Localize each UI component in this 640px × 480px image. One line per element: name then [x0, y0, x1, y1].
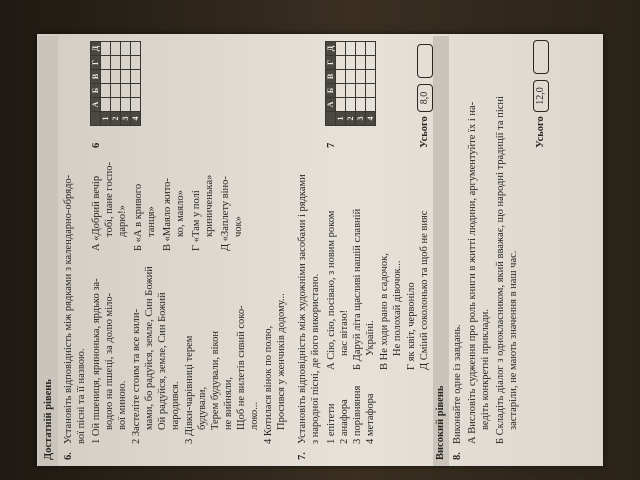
grid-cell[interactable] — [356, 56, 366, 70]
grid-cell[interactable] — [111, 98, 121, 112]
grid-cell[interactable] — [111, 70, 121, 84]
grid-head-v: В — [326, 70, 336, 84]
grid-cell[interactable] — [336, 70, 346, 84]
q8-number: 8. — [452, 452, 463, 460]
grid-cell[interactable] — [366, 70, 376, 84]
score2-empty-box[interactable] — [533, 40, 549, 74]
q7-text-line1: Установіть відповідність між художніми засобами і рядками — [297, 174, 308, 444]
q6-item3-c: Терем будували, вікон — [210, 331, 221, 430]
score2-value: 12,0 — [533, 80, 549, 112]
q6-option-v-2: ко, маяло» — [175, 190, 186, 237]
grid-cell[interactable] — [131, 42, 141, 56]
q6-item1-c: вої миною. — [117, 380, 128, 430]
grid-cell[interactable] — [356, 84, 366, 98]
grid-cell[interactable] — [356, 70, 366, 84]
grid-cell[interactable] — [336, 98, 346, 112]
grid-cell[interactable] — [111, 42, 121, 56]
q6-item3-d: не вийняли, — [223, 376, 234, 430]
grid-cell[interactable] — [366, 56, 376, 70]
q6-option-g-2: криниченька» — [204, 174, 215, 237]
grid-cell[interactable] — [131, 56, 141, 70]
q7-option-b-1: Б Даруй літа щасливі нашій славній — [352, 208, 363, 370]
grid-row-num: 2 — [346, 112, 356, 126]
grid-row-num: 4 — [366, 112, 376, 126]
grid-head-b: Б — [91, 84, 101, 98]
q7-option-b-2: Україні. — [365, 320, 376, 356]
grid-cell[interactable] — [366, 98, 376, 112]
q6-item2-c: Ой радуйся, земле, Син Божий — [157, 292, 168, 430]
grid-cell[interactable] — [366, 84, 376, 98]
q6-option-d-2: чок» — [233, 216, 244, 237]
grid-head-g: Г — [91, 56, 101, 70]
q6-item3-a: 3 Дівки-чарівниці терем — [184, 335, 195, 444]
grid-cell[interactable] — [336, 84, 346, 98]
grid-corner — [326, 112, 336, 126]
grid-cell[interactable] — [336, 56, 346, 70]
score1-value: 8,0 — [417, 84, 433, 112]
q7-number: 7. — [297, 452, 308, 460]
score1-empty-box[interactable] — [417, 44, 433, 78]
q6-item3-e: Щоб не вилетів сивий соко- — [236, 305, 247, 430]
q6-option-a-2: тобі, пане госпо- — [104, 162, 115, 237]
q7-left-4: 4 метафора — [365, 393, 376, 444]
q6-item3-b: будували, — [197, 386, 208, 430]
q6-item2-b: мами, бо радуйся, земле, Син Божий — [144, 266, 155, 430]
grid-cell[interactable] — [101, 56, 111, 70]
q6-option-b-2: танця» — [146, 206, 157, 237]
grid-cell[interactable] — [131, 98, 141, 112]
grid-head-b: Б — [326, 84, 336, 98]
grid-cell[interactable] — [366, 42, 376, 56]
grid-cell[interactable] — [121, 98, 131, 112]
grid-cell[interactable] — [121, 84, 131, 98]
q7-answer-grid[interactable] — [325, 41, 376, 126]
grid-cell[interactable] — [131, 84, 141, 98]
q7-left-1: 1 епітети — [326, 403, 337, 444]
score1-label: Усього — [419, 116, 430, 148]
q7-option-v-2: Не полохай дівочок... — [392, 260, 403, 356]
q6-option-g-1: Г «Там у полі — [191, 190, 202, 251]
q6-item3-f: локо... — [249, 401, 260, 430]
q6-option-b-1: Б «А в кривого — [133, 183, 144, 251]
q6-option-a-1: А «Добрий вечір — [91, 175, 102, 251]
grid-head-a: А — [91, 98, 101, 112]
grid-cell[interactable] — [111, 56, 121, 70]
q6-item1-b: водою на пшеці, за долю міло- — [104, 292, 115, 430]
q8-option-a-2: ведіть конкретні приклади. — [480, 309, 491, 430]
q8-intro: Виконайте одне із завдань. — [452, 324, 463, 444]
grid-row-num: 3 — [121, 112, 131, 126]
q7-option-a-2: нас вітаю! — [339, 309, 350, 356]
level-high-heading: Високий рівень — [435, 385, 446, 460]
grid-cell[interactable] — [101, 84, 111, 98]
q6-item2-d: народився. — [170, 381, 181, 430]
q8-option-b-2: застаріли, не мають значення в наш час. — [508, 250, 519, 430]
grid-head-g: Г — [326, 56, 336, 70]
grid-cell[interactable] — [356, 98, 366, 112]
q6-item4-a: 4 Котилася вінок по полю, — [263, 325, 274, 444]
grid-cell[interactable] — [346, 98, 356, 112]
grid-cell[interactable] — [101, 70, 111, 84]
q6-text-line2: вої пісні та її назвою. — [76, 348, 87, 444]
grid-row-num: 2 — [111, 112, 121, 126]
grid-cell[interactable] — [336, 42, 346, 56]
grid-corner — [91, 112, 101, 126]
q6-answer-grid[interactable] — [90, 41, 141, 126]
q7-left-2: 2 анафора — [339, 399, 350, 444]
grid-cell[interactable] — [131, 70, 141, 84]
q7-left-3: 3 порівняння — [352, 385, 363, 444]
level-sufficient-heading: Достатній рівень — [43, 379, 54, 460]
grid-cell[interactable] — [346, 56, 356, 70]
grid-cell[interactable] — [101, 42, 111, 56]
q8-option-b-1: Б Складіть діалог з однокласником, який вважає, що народні традиції та пісні — [495, 96, 506, 444]
grid-cell[interactable] — [356, 42, 366, 56]
q7-option-d-1: Д Сміий соколонько та щоб не вияс — [419, 210, 430, 370]
q7-option-a-1: А Сію, сію, посіваю, з новим роком — [326, 210, 337, 370]
q7-grid-label: 7 — [326, 142, 337, 148]
q6-item1-a: 1 Ой пшениця, яринонька, ярдько за- — [91, 278, 102, 444]
q7-option-v-1: В Не ходи рано в садочок, — [379, 253, 390, 370]
grid-head-d: Д — [326, 42, 336, 56]
grid-row-num: 1 — [336, 112, 346, 126]
q7-option-g-1: Г як квіт, червоніло — [406, 282, 417, 370]
q6-grid-label: 6 — [91, 142, 102, 148]
q8-option-a-1: А Висловіть судження про роль книги в житті людини, аргументуйте їх і на- — [467, 101, 478, 444]
grid-row-num: 4 — [131, 112, 141, 126]
grid-head-d: Д — [91, 42, 101, 56]
grid-head-a: А — [326, 98, 336, 112]
grid-cell[interactable] — [121, 70, 131, 84]
q6-option-v-1: В «Маяло жито- — [162, 178, 173, 251]
score2-label: Усього — [535, 116, 546, 148]
worksheet-page — [38, 36, 598, 466]
grid-cell[interactable] — [346, 70, 356, 84]
grid-cell[interactable] — [346, 42, 356, 56]
grid-cell[interactable] — [346, 84, 356, 98]
q6-number: 6. — [63, 452, 74, 460]
grid-cell[interactable] — [121, 42, 131, 56]
q6-item4-b: Просився у женчиків додому... — [276, 293, 287, 430]
grid-cell[interactable] — [111, 84, 121, 98]
grid-row-num: 3 — [356, 112, 366, 126]
grid-head-v: В — [91, 70, 101, 84]
q6-item2-a: 2 Застеліте стоим та все кили- — [131, 308, 142, 444]
q6-text-line1: Установіть відповідність між рядками з календарно-обрядо- — [63, 174, 74, 444]
q7-text-line2: з народної пісні, де його використано. — [310, 273, 321, 444]
grid-cell[interactable] — [121, 56, 131, 70]
grid-cell[interactable] — [101, 98, 111, 112]
q6-option-d-1: Д «Заплету віно- — [220, 176, 231, 251]
grid-row-num: 1 — [101, 112, 111, 126]
q6-option-a-3: дарю!» — [117, 205, 128, 237]
